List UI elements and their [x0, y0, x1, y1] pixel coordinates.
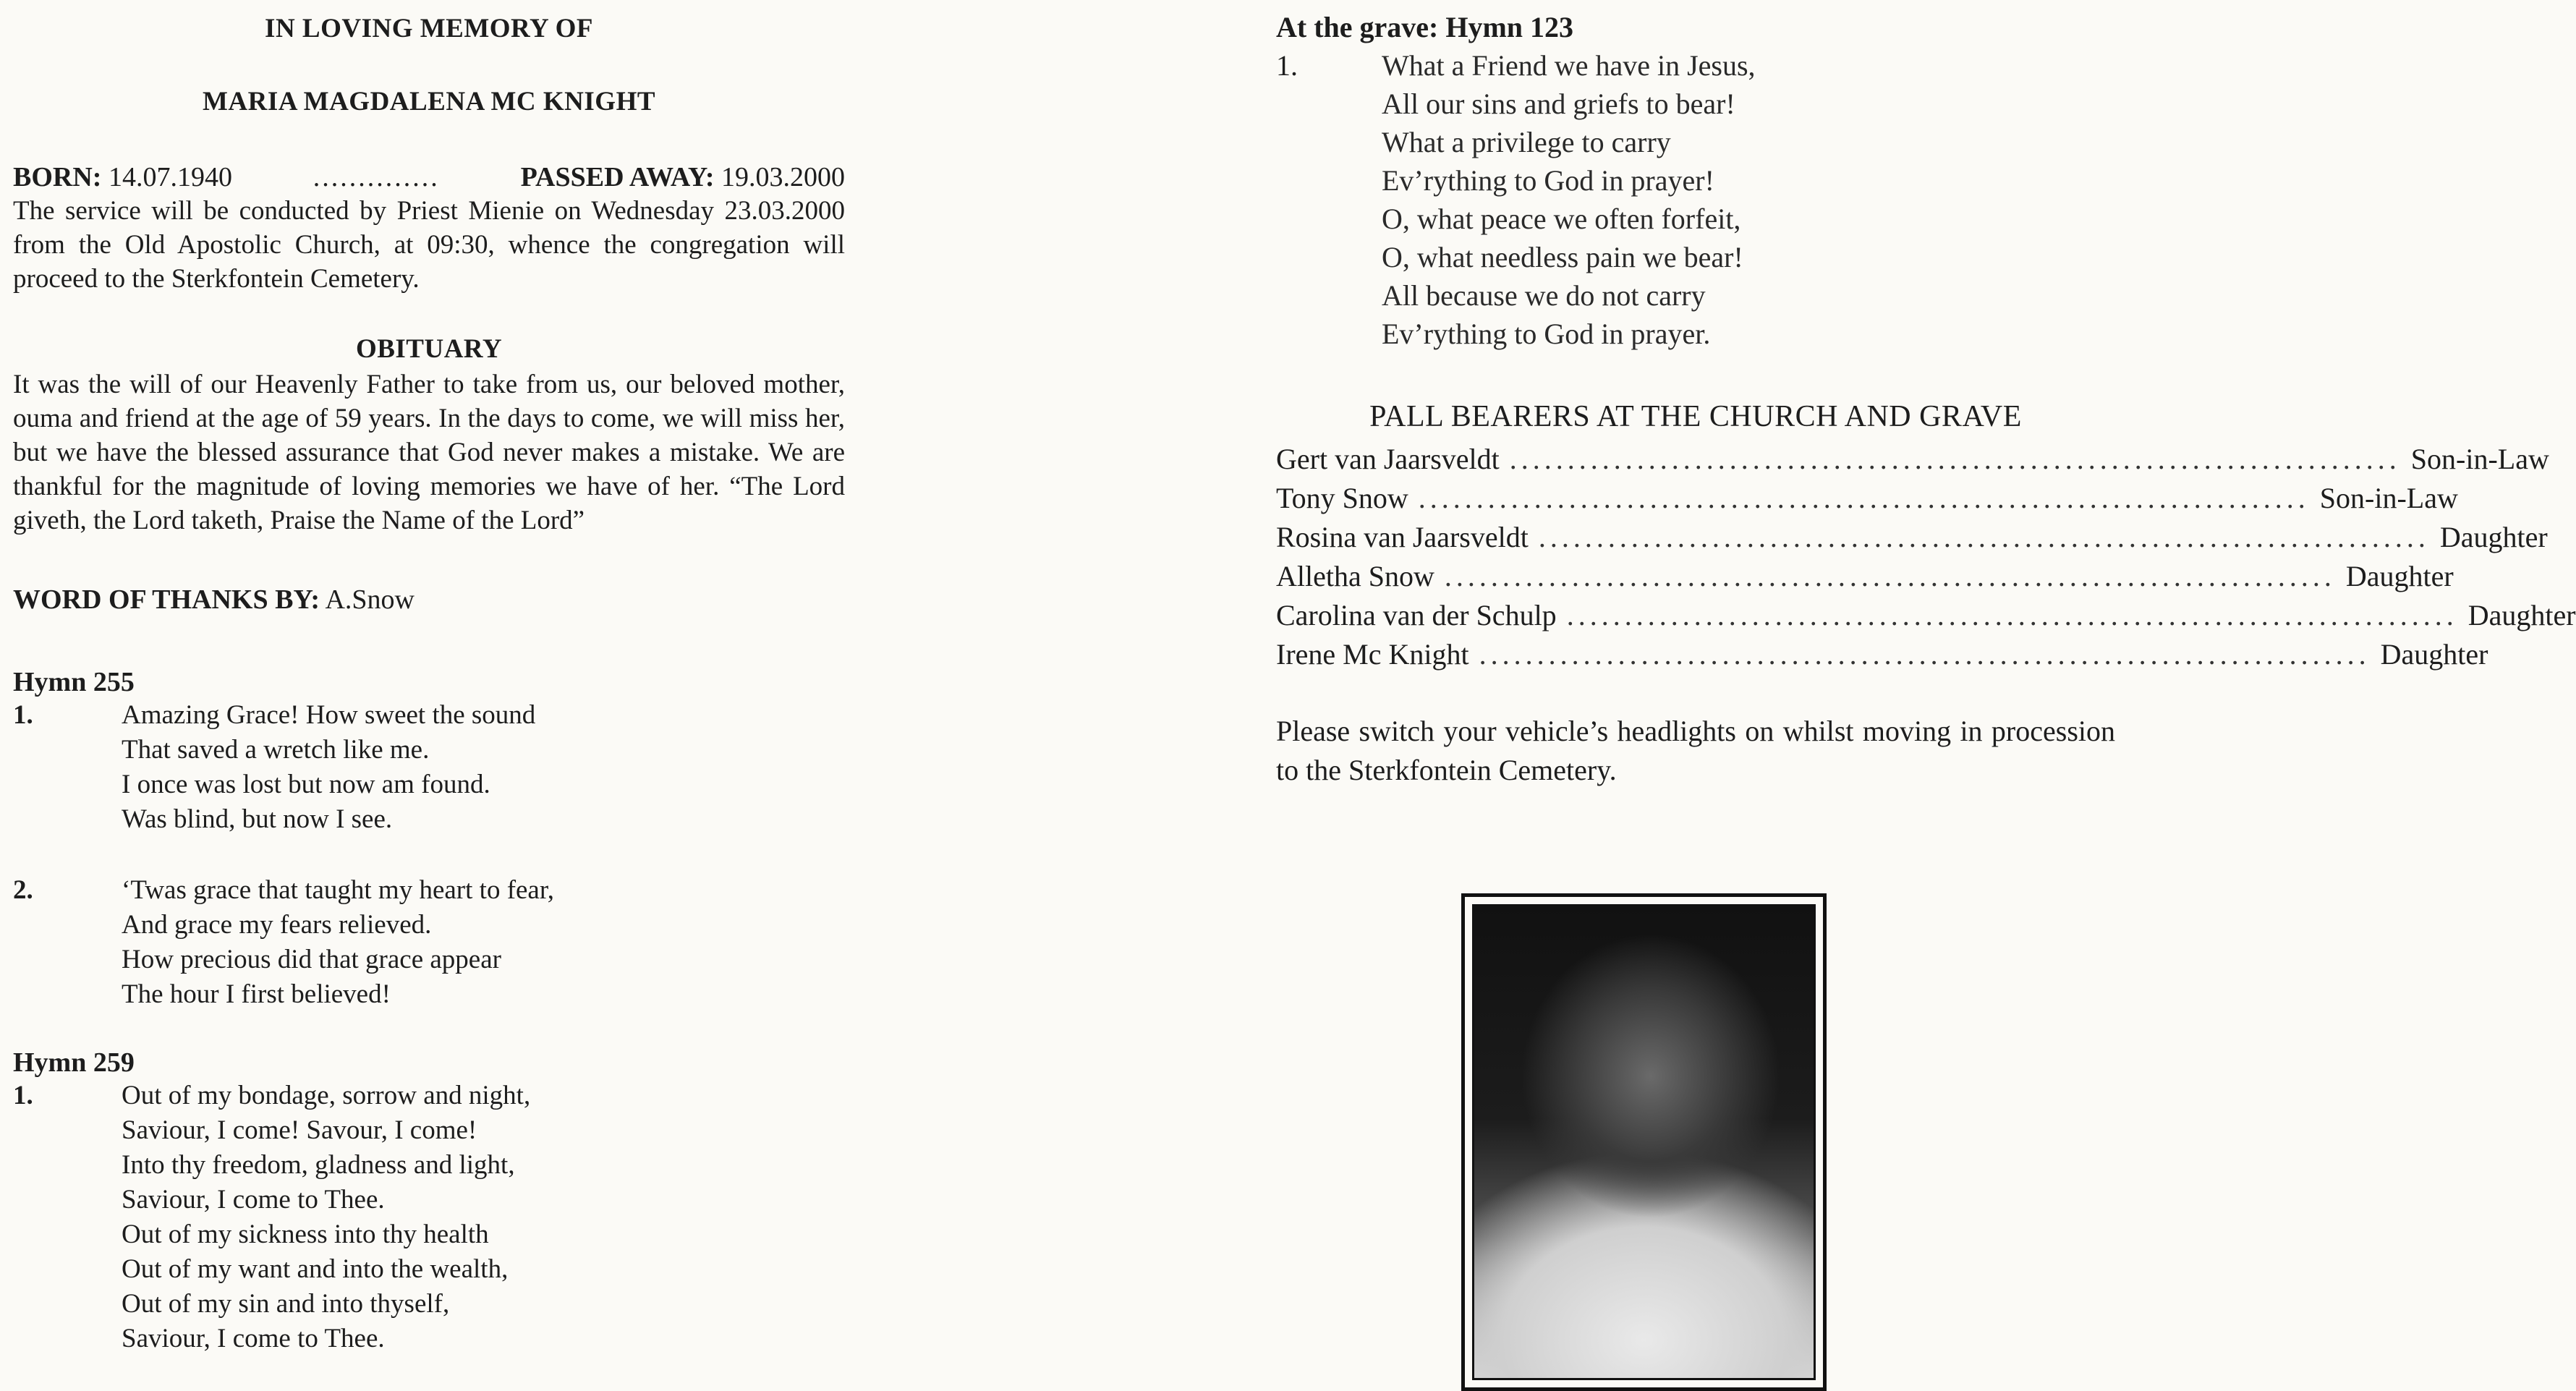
thanks-label: WORD OF THANKS BY:: [13, 584, 320, 615]
bearer-name: Rosina van Jaarsveldt: [1276, 521, 1529, 553]
verse-line: Ev’rything to God in prayer!: [1382, 164, 1714, 197]
verse-line: Out of my sin and into thyself,: [122, 1289, 450, 1319]
hymn-255: [13, 666, 1068, 1012]
verse-line: Saviour, I come to Thee.: [122, 1185, 385, 1215]
verse-line: Was blind, but now I see.: [122, 804, 393, 834]
bearer-name: Alletha Snow: [1276, 560, 1434, 592]
hymn-259: [13, 1047, 1068, 1356]
dot-leader: .............................................................................: [1566, 599, 2458, 631]
bearer-relation: Daughter: [2467, 599, 2576, 631]
verse-line: All because we do not carry: [1382, 279, 1706, 312]
verse-line: Into thy freedom, gladness and light,: [122, 1150, 515, 1180]
verse-line: That saved a wretch like me.: [122, 735, 430, 765]
list-item: [1276, 596, 2576, 635]
verse-line: What a privilege to carry: [1382, 126, 1671, 158]
list-item: [1276, 479, 2458, 518]
dots-separator: ..............: [313, 162, 440, 192]
verse-line: And grace my fears relieved.: [122, 910, 432, 940]
verse-line: Amazing Grace! How sweet the sound: [122, 700, 536, 730]
verse-lines: [122, 1079, 530, 1356]
dot-leader: .............................................................................: [1538, 521, 2430, 553]
bearer-relation: Daughter: [2345, 560, 2454, 592]
headlights-notice: Please switch your vehicle’s headlights on whilst moving in procession to the Sterkfontein Cemetery.: [1276, 715, 2115, 786]
verse-line: Saviour, I come to Thee.: [122, 1324, 385, 1353]
verse-lines: [1382, 46, 1756, 353]
dot-leader: .............................................................................: [1418, 482, 2310, 514]
verse-line: What a Friend we have in Jesus,: [1382, 49, 1756, 82]
bearer-name: Carolina van der Schulp: [1276, 599, 1557, 631]
passed-date: 19.03.2000: [721, 162, 845, 192]
verse-lines: [122, 698, 535, 837]
dot-leader: .............................................................................: [1444, 560, 2336, 592]
grave-hymn-title: Hymn 123: [1445, 11, 1574, 43]
bearer-name: Gert van Jaarsveldt: [1276, 443, 1500, 475]
born-group: [13, 161, 232, 194]
verse-line: ‘Twas grace that taught my heart to fear,: [122, 875, 554, 905]
word-of-thanks: [13, 584, 1068, 616]
obituary-heading: OBITUARY: [355, 334, 503, 364]
obituary-text: It was the will of our Heavenly Father to take from us, our beloved mother, ouma and friend at the age of 59 years. In the days to come, we will miss her, but we have the blessed assurance that God never makes a mistake. We are thankful for the magnitude of loving memories we have of her. “The Lord giveth, the Lord taketh, Praise the Name of the Lord”: [13, 370, 845, 535]
verse-number: 1.: [13, 1081, 33, 1110]
born-label: BORN:: [13, 162, 102, 192]
bearer-name: Tony Snow: [1276, 482, 1408, 514]
passed-group: [521, 161, 845, 194]
deceased-name: MARIA MAGDALENA MC KNIGHT: [202, 87, 656, 116]
grave-verse: [1276, 46, 2136, 353]
dot-leader: .............................................................................: [1509, 443, 2401, 475]
list-item: [1276, 635, 2488, 674]
verse-number: 1.: [1276, 49, 1298, 82]
memorial-heading: IN LOVING MEMORY OF: [265, 14, 593, 43]
grave-label: At the grave:: [1276, 11, 1439, 43]
verse-line: The hour I first believed!: [122, 979, 391, 1009]
bearer-relation: Daughter: [2380, 638, 2488, 671]
thanks-name: A.Snow: [325, 584, 415, 615]
passed-label: PASSED AWAY:: [520, 162, 715, 192]
born-date: 14.07.1940: [108, 162, 232, 192]
pall-bearers-list: [1276, 440, 2576, 674]
verse-line: How precious did that grace appear: [122, 945, 501, 974]
left-page: [0, 0, 1068, 1391]
verse: [13, 698, 1068, 837]
memorial-photo-frame: [1461, 893, 1827, 1391]
bearer-relation: Son-in-Law: [2410, 443, 2549, 475]
verse-line: I once was lost but now am found.: [122, 770, 490, 799]
pall-bearers-heading: PALL BEARERS AT THE CHURCH AND GRAVE: [1369, 400, 2022, 433]
verse-number: 2.: [13, 875, 33, 905]
dot-leader: .............................................................................: [1479, 638, 2371, 671]
grave-hymn-heading: [1276, 10, 2136, 45]
verse-line: Ev’rything to God in prayer.: [1382, 318, 1711, 350]
verse-lines: [122, 873, 554, 1012]
bearer-relation: Daughter: [2439, 521, 2548, 553]
verse-line: O, what needless pain we bear!: [1382, 241, 1743, 273]
verse-line: Saviour, I come! Savour, I come!: [122, 1115, 477, 1145]
hymn-title: Hymn 255: [13, 667, 135, 697]
verse-line: O, what peace we often forfeit,: [1382, 203, 1741, 235]
verse: [13, 1079, 1068, 1356]
verse-number: 1.: [13, 700, 33, 730]
verse-line: Out of my want and into the wealth,: [122, 1254, 509, 1284]
verse-line: Out of my sickness into thy health: [122, 1220, 489, 1249]
verse-line: All our sins and griefs to bear!: [1382, 88, 1735, 120]
portrait-photo: [1472, 904, 1816, 1380]
list-item: [1276, 557, 2454, 596]
list-item: [1276, 518, 2548, 557]
bearer-name: Irene Mc Knight: [1276, 638, 1469, 671]
bearer-relation: Son-in-Law: [2319, 482, 2458, 514]
hymn-title: Hymn 259: [13, 1047, 135, 1078]
verse-line: Out of my bondage, sorrow and night,: [122, 1081, 531, 1110]
verse: [13, 873, 1068, 1012]
list-item: [1276, 440, 2549, 479]
service-details: The service will be conducted by Priest Mienie on Wednesday 23.03.2000 from the Old Apostolic Church, at 09:30, whence the congregation will proceed to the Sterkfontein Cemetery.: [13, 196, 845, 294]
dates-line: [13, 161, 845, 194]
